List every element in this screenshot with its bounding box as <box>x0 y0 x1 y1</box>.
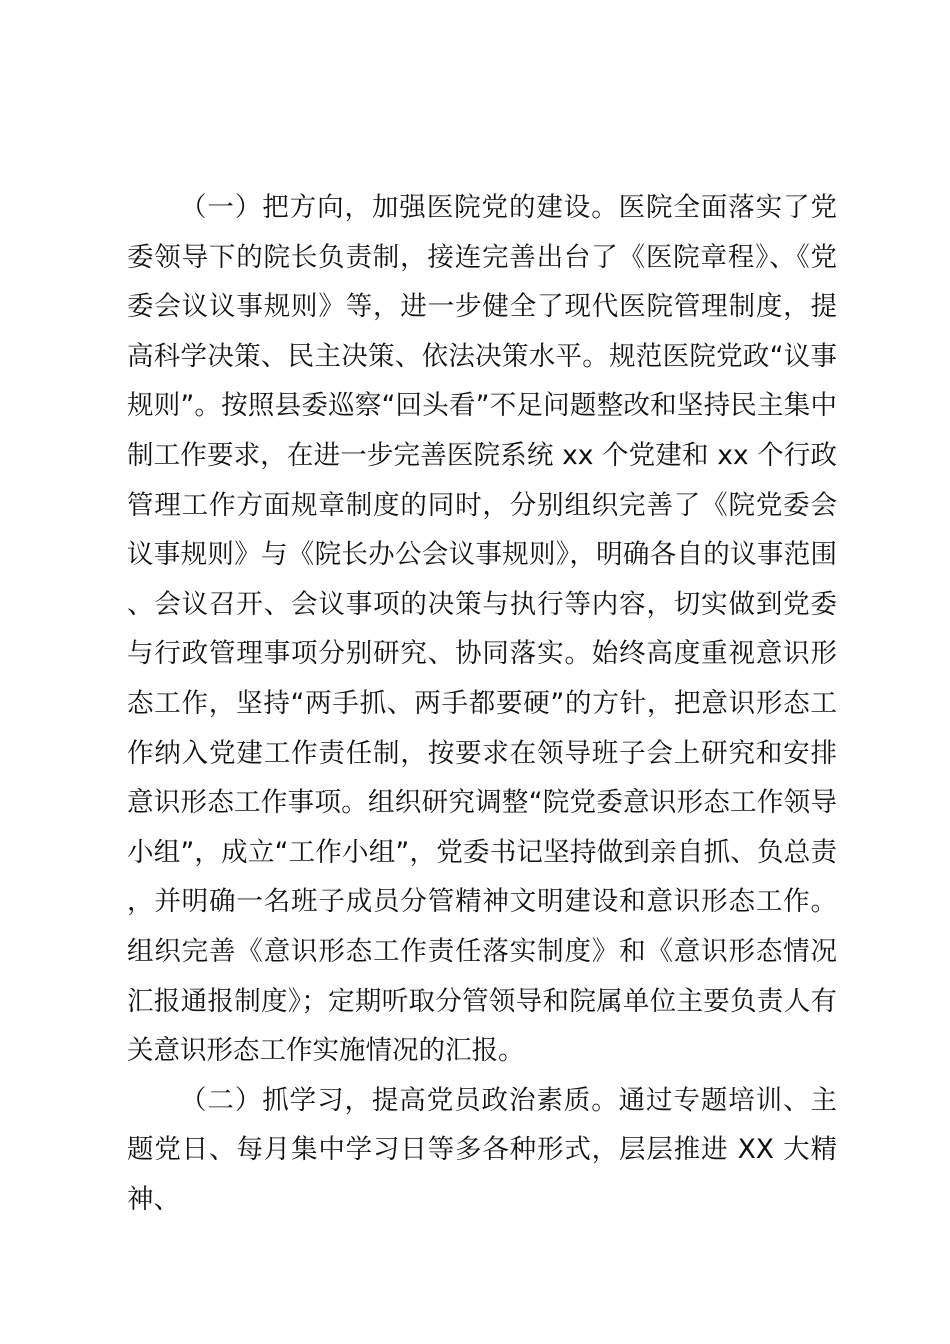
paragraph-party-building: （一）把方向，加强医院党的建设。医院全面落实了党委领导下的院长负责制，接连完善出台了《医院章程》、《党委会议议事规则》等，进一步健全了现代医院管理制度，提高科学决策、民主决策、依法决策水平。规范医院党政“议事规则”。按照县委巡察“回头看”不足问题整改和坚持民主集中制工作要求，在进一步完善医院系统 xx 个党建和 xx 个行政管理工作方面规章制度的同时，分别组织完善了《院党委会议事规则》与《院长办公会议事规则》，明确各自的议事范围、会议召开、会议事项的决策与执行等内容，切实做到党委与行政管理事项分别研究、协同落实。始终高度重视意识形态工作，坚持“两手抓、两手都要硬”的方针，把意识形态工作纳入党建工作责任制，按要求在领导班子会上研究和安排意识形态工作事项。组织研究调整“院党委意识形态工作领导小组”，成立“工作小组”，党委书记坚持做到亲自抓、负总责，并明确一名班子成员分管精神文明建设和意识形态工作。组织完善《意识形态工作责任落实制度》和《意识形态情况汇报通报制度》；定期听取分管领导和院属单位主要负责人有关意识形态工作实施情况的汇报。 <box>127 192 837 1067</box>
paragraph-study: （二）抓学习，提高党员政治素质。通过专题培训、主题党日、每月集中学习日等多各种形式，层层推进 XX 大精神、 <box>127 1084 837 1215</box>
document-body <box>127 183 837 1224</box>
